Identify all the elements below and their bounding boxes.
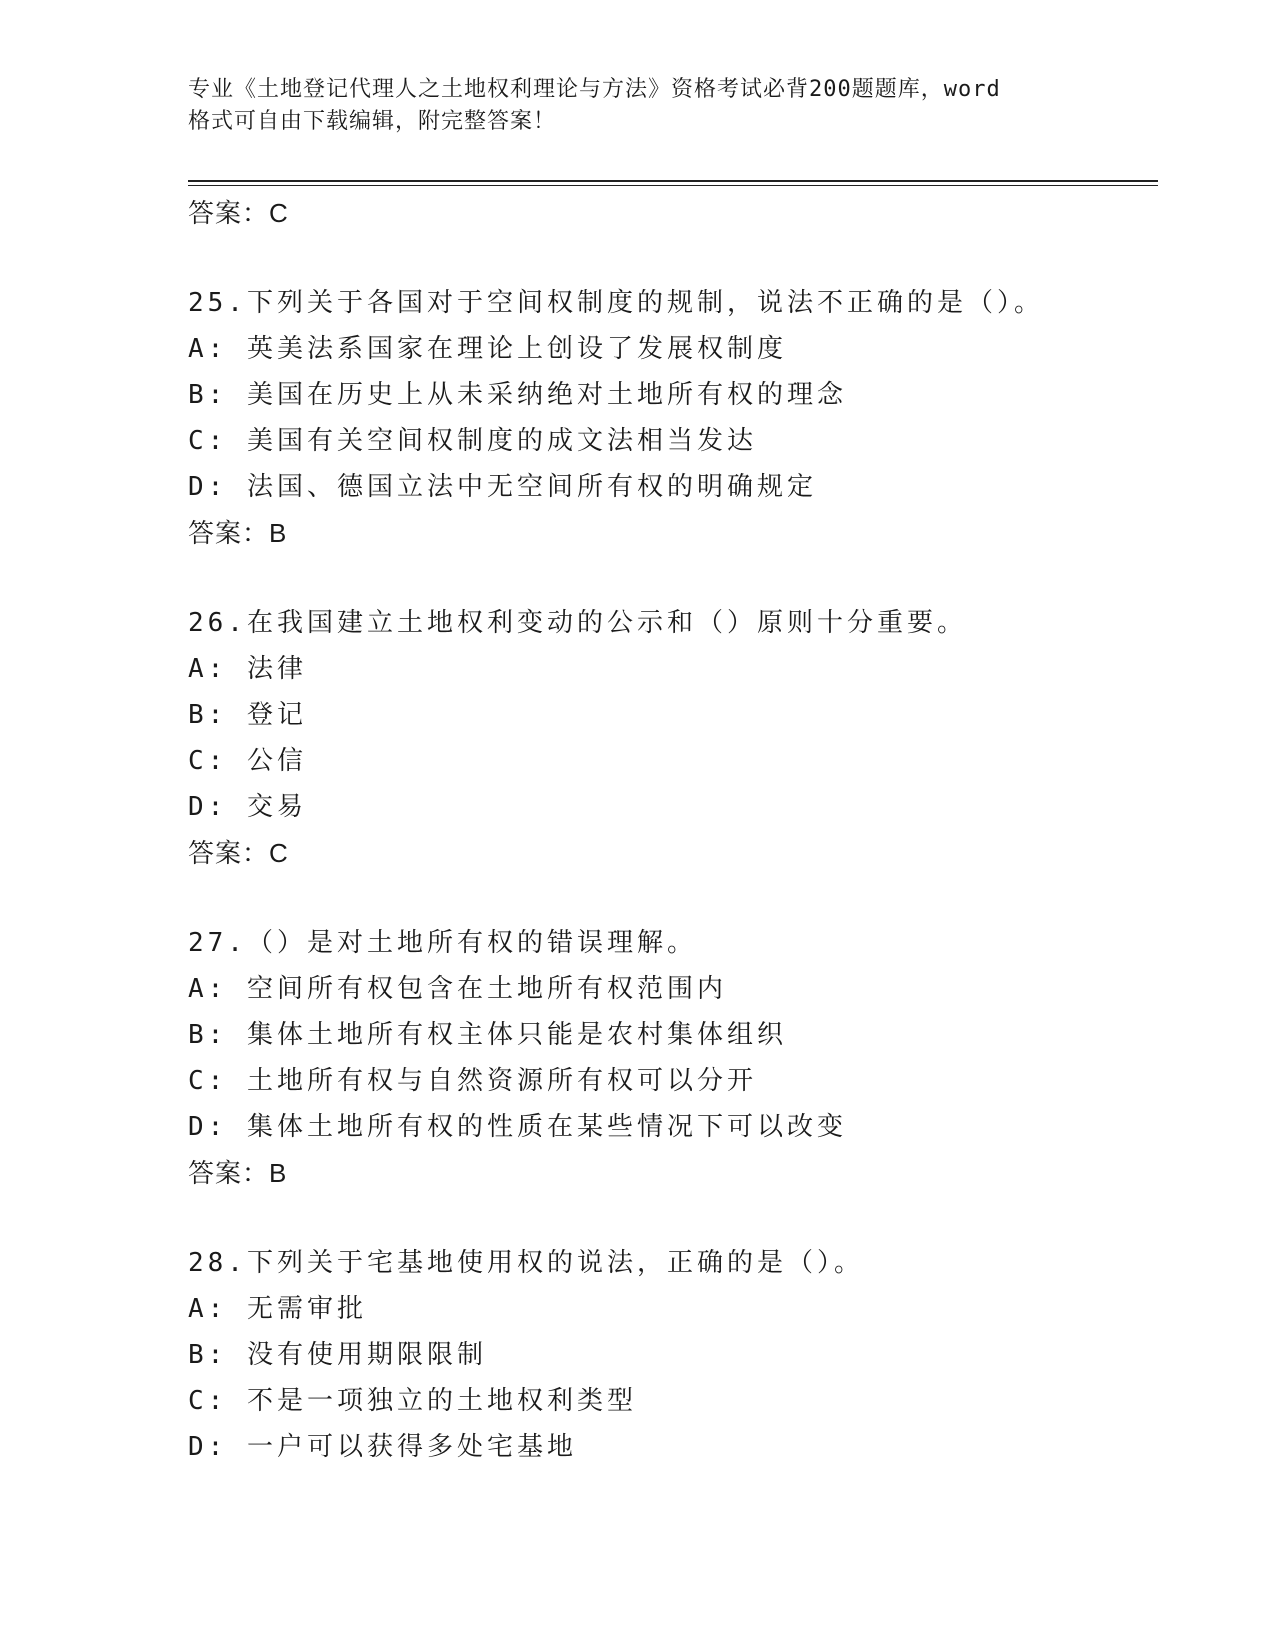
question-block xyxy=(188,280,1168,556)
option-a: A: 英美法系国家在理论上创设了发展权制度 xyxy=(188,334,787,364)
option-c: C: 美国有关空间权制度的成文法相当发达 xyxy=(188,426,757,456)
option-c: C: 土地所有权与自然资源所有权可以分开 xyxy=(188,1066,757,1096)
option-d: D: 一户可以获得多处宅基地 xyxy=(188,1432,577,1462)
question-text: 28.下列关于宅基地使用权的说法，正确的是（）。 xyxy=(188,1248,864,1278)
option-b: B: 集体土地所有权主体只能是农村集体组织 xyxy=(188,1020,787,1050)
answer-line: 答案：C xyxy=(188,198,289,228)
question-text: 25.下列关于各国对于空间权制度的规制，说法不正确的是（）。 xyxy=(188,288,1044,318)
question-list xyxy=(188,190,1168,1470)
header-divider-thin xyxy=(188,185,1158,186)
header-line-2: 格式可自由下载编辑，附完整答案！ xyxy=(188,109,557,134)
option-c: C: 不是一项独立的土地权利类型 xyxy=(188,1386,637,1416)
question-block xyxy=(188,600,1168,876)
option-a: A: 法律 xyxy=(188,654,307,684)
document-header xyxy=(188,74,1088,138)
question-text: 26.在我国建立土地权利变动的公示和（）原则十分重要。 xyxy=(188,608,967,638)
answer-line: 答案：B xyxy=(188,1158,288,1188)
question-block xyxy=(188,920,1168,1196)
header-divider xyxy=(188,180,1158,182)
option-d: D: 法国、德国立法中无空间所有权的明确规定 xyxy=(188,472,817,502)
answer-line: 答案：B xyxy=(188,518,288,548)
question-block xyxy=(188,1240,1168,1470)
option-a: A: 空间所有权包含在土地所有权范围内 xyxy=(188,974,727,1004)
header-line-1: 专业《土地登记代理人之土地权利理论与方法》资格考试必背200题题库，word xyxy=(188,77,1001,102)
option-a: A: 无需审批 xyxy=(188,1294,367,1324)
question-text: 27.（）是对土地所有权的错误理解。 xyxy=(188,928,697,958)
answer-line: 答案：C xyxy=(188,838,289,868)
option-b: B: 没有使用期限限制 xyxy=(188,1340,487,1370)
option-c: C: 公信 xyxy=(188,746,307,776)
option-b: B: 美国在历史上从未采纳绝对土地所有权的理念 xyxy=(188,380,847,410)
option-b: B: 登记 xyxy=(188,700,307,730)
option-d: D: 集体土地所有权的性质在某些情况下可以改变 xyxy=(188,1112,847,1142)
option-d: D: 交易 xyxy=(188,792,307,822)
